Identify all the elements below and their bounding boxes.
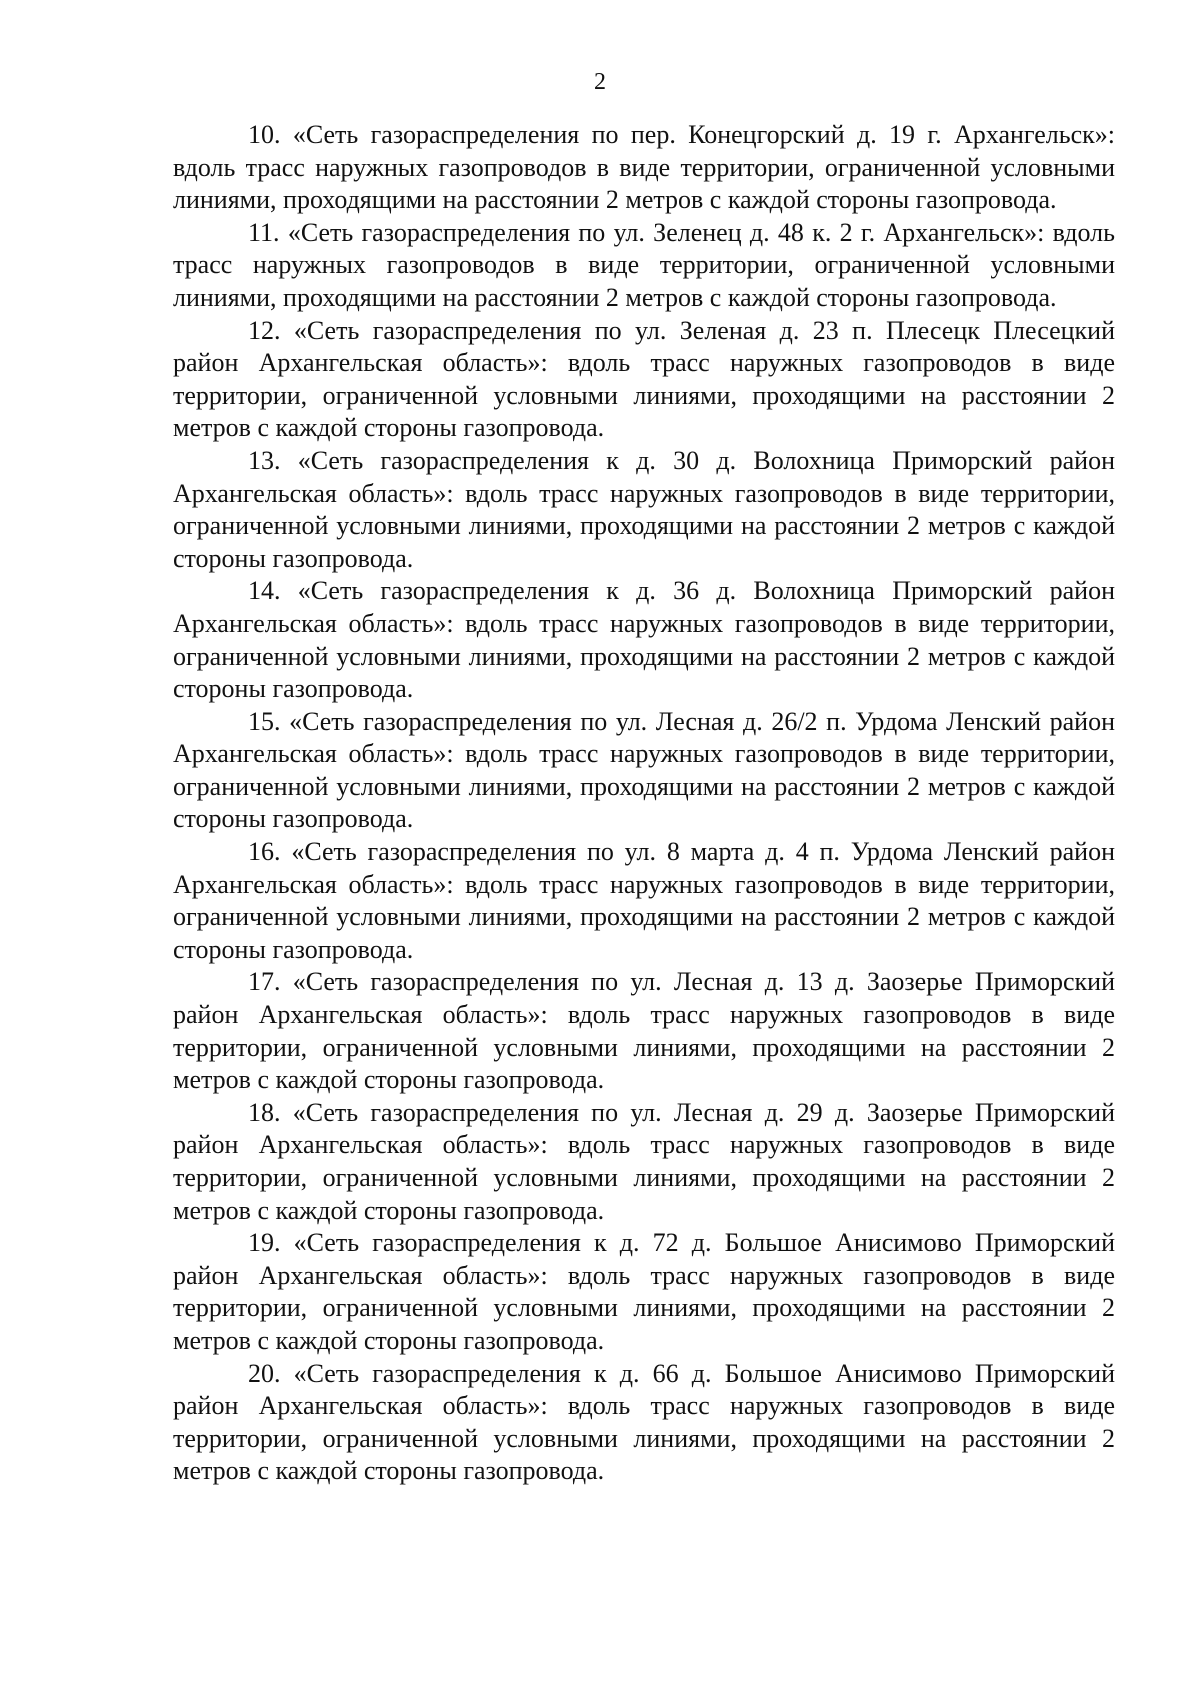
list-item-20: 20. «Сеть газораспределения к д. 66 д. Большое Анисимово Приморский район Архангельская область»: вдоль трасс наружных газопроводов в виде территории, ограниченной условными линиями, проходящими на расстоянии 2 метров с каждой стороны газопровода. [173,1358,1115,1486]
list-item-12: 12. «Сеть газораспределения по ул. Зеленая д. 23 п. Плесецк Плесецкий район Архангельская область»: вдоль трасс наружных газопроводов в виде территории, ограниченной условными линиями, проходящими на расстоянии 2 метров с каждой стороны газопровода. [173,315,1115,443]
list-item-18: 18. «Сеть газораспределения по ул. Лесная д. 29 д. Заозерье Приморский район Архангельская область»: вдоль трасс наружных газопроводов в виде территории, ограниченной условными линиями, проходящими на расстоянии 2 метров с каждой стороны газопровода. [173,1097,1115,1225]
list-item-14: 14. «Сеть газораспределения к д. 36 д. Волохница Приморский район Архангельская область»: вдоль трасс наружных газопроводов в виде территории, ограниченной условными линиями, проходящими на расстоянии 2 метров с каждой стороны газопровода. [173,576,1115,704]
document-body [173,119,1115,1488]
list-item-19: 19. «Сеть газораспределения к д. 72 д. Большое Анисимово Приморский район Архангельская область»: вдоль трасс наружных газопроводов в виде территории, ограниченной условными линиями, проходящими на расстоянии 2 метров с каждой стороны газопровода. [173,1228,1115,1355]
page-number: 2 [594,69,606,95]
list-item-11: 11. «Сеть газораспределения по ул. Зеленец д. 48 к. 2 г. Архангельск»: вдоль трасс наружных газопроводов в виде территории, ограниченной условными линиями, проходящими на расстоянии 2 метров с каждой стороны газопровода. [173,217,1115,312]
list-item-16: 16. «Сеть газораспределения по ул. 8 марта д. 4 п. Урдома Ленский район Архангельская область»: вдоль трасс наружных газопроводов в виде территории, ограниченной условными линиями, проходящими на расстоянии 2 метров с каждой стороны газопровода. [173,837,1115,964]
list-item-10: 10. «Сеть газораспределения по пер. Конецгорский д. 19 г. Архангельск»: вдоль трасс наружных газопроводов в виде территории, ограниченной условными линиями, проходящими на расстоянии 2 метров с каждой стороны газопровода. [173,120,1115,215]
list-item-13: 13. «Сеть газораспределения к д. 30 д. Волохница Приморский район Архангельская область»: вдоль трасс наружных газопроводов в виде территории, ограниченной условными линиями, проходящими на расстоянии 2 метров с каждой стороны газопровода. [173,445,1115,573]
list-item-15: 15. «Сеть газораспределения по ул. Лесная д. 26/2 п. Урдома Ленский район Архангельская область»: вдоль трасс наружных газопроводов в виде территории, ограниченной условными линиями, проходящими на расстоянии 2 метров с каждой стороны газопровода. [173,706,1115,834]
list-item-17: 17. «Сеть газораспределения по ул. Лесная д. 13 д. Заозерье Приморский район Архангельская область»: вдоль трасс наружных газопроводов в виде территории, ограниченной условными линиями, проходящими на расстоянии 2 метров с каждой стороны газопровода. [173,967,1115,1095]
